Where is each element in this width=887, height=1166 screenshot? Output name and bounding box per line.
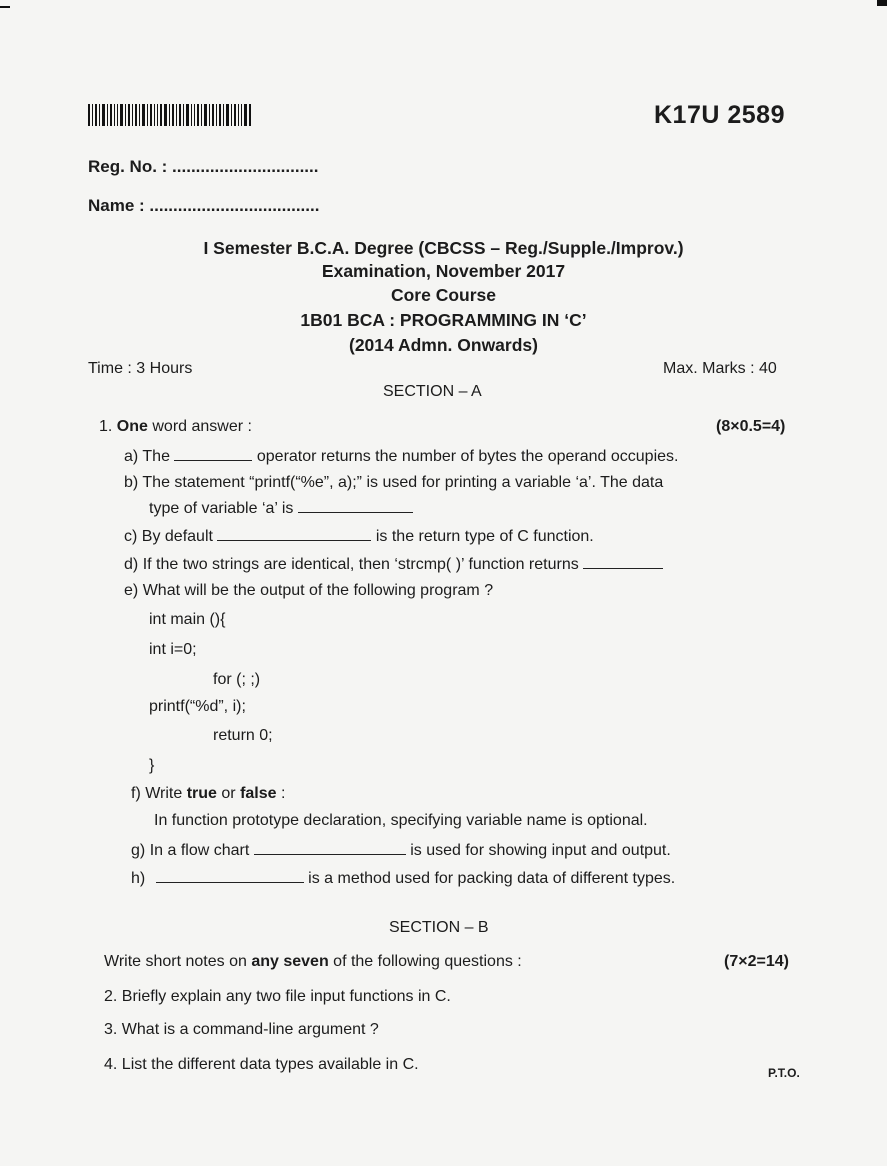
- page-edge-mark: [0, 6, 10, 8]
- question-text: What is a command-line argument ?: [121, 1021, 379, 1038]
- code-line: int i=0;: [149, 641, 197, 658]
- item-text: or: [216, 785, 241, 802]
- sub-question-b: [124, 474, 663, 492]
- answer-blank: [174, 446, 252, 461]
- question-1-marks: (8×0.5=4): [716, 418, 786, 435]
- time-label: Time : 3 Hours: [88, 360, 193, 377]
- item-label: g): [131, 842, 146, 859]
- sub-question-a: [124, 446, 678, 466]
- item-emphasis: true: [186, 785, 217, 802]
- question-number: 3.: [104, 1021, 118, 1038]
- question-emphasis: One: [116, 418, 148, 435]
- section-b-heading: SECTION – B: [389, 919, 489, 936]
- question-text: word answer :: [147, 418, 252, 435]
- question-text: List the different data types available in C.: [121, 1056, 419, 1073]
- item-text: If the two strings are identical, then ‘strcmp( )’ function returns: [142, 556, 579, 573]
- item-label: b): [124, 474, 139, 491]
- code-line: printf(“%d”, i);: [149, 698, 246, 715]
- sub-question-g: [131, 840, 671, 860]
- question-number: 2.: [104, 988, 118, 1005]
- admission-scheme: (2014 Admn. Onwards): [349, 335, 538, 355]
- code-line: }: [149, 757, 155, 774]
- section-b-marks: (7×2=14): [724, 953, 789, 970]
- item-text: The statement “printf(“%e”, a);” is used for printing a variable ‘a’. The data: [142, 474, 664, 491]
- course-type: Core Course: [390, 285, 497, 305]
- answer-blank: [298, 498, 413, 513]
- exam-session: Examination, November 2017: [321, 261, 566, 281]
- code-line: return 0;: [213, 727, 273, 744]
- instruction-text: of the following questions :: [328, 953, 522, 970]
- question-text: Briefly explain any two file input functions in C.: [121, 988, 451, 1005]
- item-text: What will be the output of the following program ?: [142, 582, 494, 599]
- exam-title: I Semester B.C.A. Degree (CBCSS – Reg./Supple./Improv.): [203, 238, 684, 258]
- reg-no-field: Reg. No. : ...............................: [88, 157, 319, 176]
- question-number: 4.: [104, 1056, 118, 1073]
- section-b-instruction: [104, 953, 522, 971]
- item-text: :: [276, 785, 286, 802]
- item-text: Write: [145, 785, 187, 802]
- item-text: operator returns the number of bytes the operand occupies.: [256, 448, 679, 465]
- question-2: [104, 988, 451, 1006]
- code-line: int main (){: [149, 611, 226, 628]
- answer-blank: [217, 526, 371, 541]
- answer-blank: [583, 554, 663, 569]
- item-text: is the return type of C function.: [375, 528, 594, 545]
- item-label: h): [131, 870, 146, 887]
- instruction-text: Write short notes on: [104, 953, 252, 970]
- sub-question-e: [124, 582, 493, 600]
- name-field: Name : ....................................: [88, 196, 320, 215]
- item-label: f): [131, 785, 141, 802]
- exam-code: K17U 2589: [654, 101, 785, 129]
- section-a-heading: SECTION – A: [383, 383, 482, 400]
- sub-question-c: [124, 526, 594, 546]
- question-number: 1.: [99, 418, 113, 435]
- sub-question-b-line2: [149, 498, 413, 518]
- page-corner-mark: [877, 0, 887, 6]
- question-4: [104, 1056, 419, 1074]
- item-label: d): [124, 556, 139, 573]
- sub-question-f-statement: In function prototype declaration, specifying variable name is optional.: [154, 812, 648, 829]
- sub-question-h: [131, 868, 675, 888]
- item-text: is used for showing input and output.: [410, 842, 671, 859]
- sub-question-d: [124, 554, 663, 574]
- sub-question-f: [131, 785, 285, 803]
- item-text: The: [142, 448, 170, 465]
- item-label: c): [124, 528, 138, 545]
- item-label: e): [124, 582, 139, 599]
- item-text: In a flow chart: [149, 842, 250, 859]
- barcode: [88, 104, 252, 126]
- max-marks-label: Max. Marks : 40: [663, 360, 777, 377]
- question-3: [104, 1021, 379, 1039]
- answer-blank: [156, 868, 304, 883]
- course-name: 1B01 BCA : PROGRAMMING IN ‘C’: [300, 310, 587, 330]
- item-text: type of variable ‘a’ is: [149, 500, 294, 517]
- item-label: a): [124, 448, 139, 465]
- item-emphasis: false: [240, 785, 277, 802]
- answer-blank: [254, 840, 406, 855]
- question-1: [99, 418, 252, 436]
- code-line: for (; ;): [213, 671, 261, 688]
- item-text: is a method used for packing data of different types.: [308, 870, 676, 887]
- pto-label: P.T.O.: [768, 1066, 800, 1080]
- item-text: By default: [141, 528, 213, 545]
- instruction-emphasis: any seven: [251, 953, 329, 970]
